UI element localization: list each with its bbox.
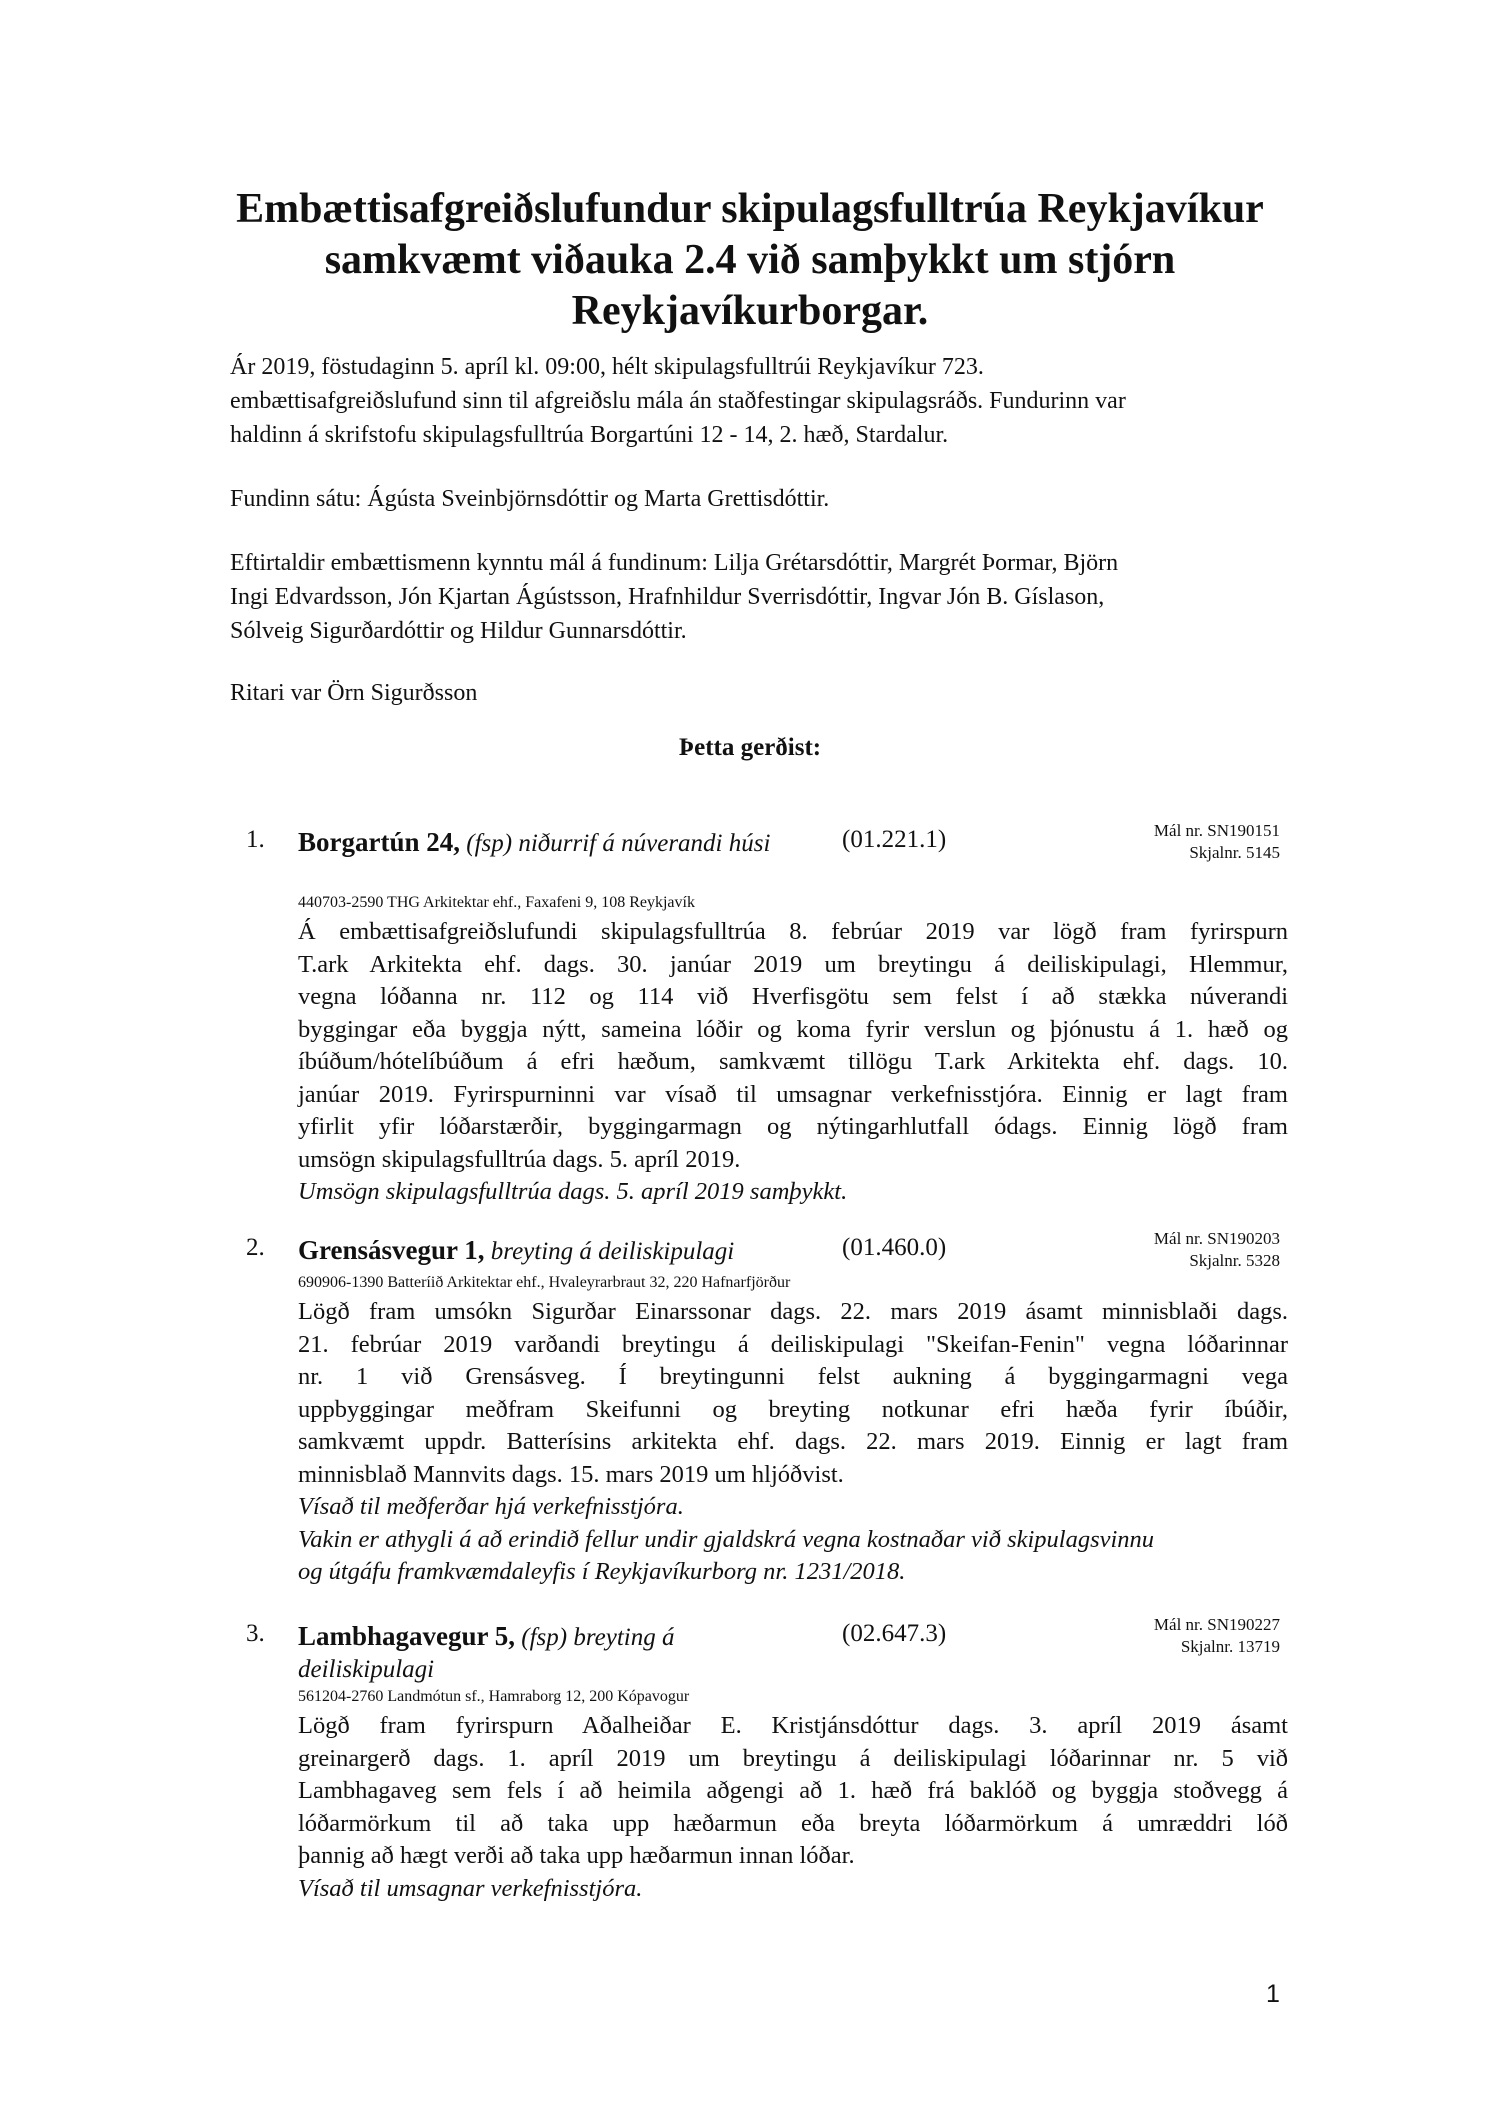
item-subtitle: (fsp) niðurrif á núverandi húsi bbox=[466, 830, 771, 857]
body-line: vegna lóðanna nr. 112 og 114 við Hverfisgötu sem felst í að stækka núverandi bbox=[298, 983, 1288, 1010]
item-number: 3. bbox=[246, 1620, 265, 1647]
body-line: greinargerð dags. 1. apríl 2019 um breytingu á deiliskipulagi lóðarinnar nr. 5 við bbox=[298, 1744, 1288, 1772]
case-number: Mál nr. SN190203 bbox=[1153, 1229, 1280, 1248]
title-line: Embættisafgreiðslufundur skipulagsfulltrúa Reykjavíkur bbox=[236, 186, 1264, 232]
document-title bbox=[200, 184, 1300, 337]
body-line: minnisblað Mannvits dags. 15. mars 2019 um hljóðvist. bbox=[298, 1460, 844, 1488]
attendees-line: Fundinn sátu: Ágústa Sveinbjörnsdóttir og Marta Grettisdóttir. bbox=[230, 486, 830, 512]
document-number: Skjalnr. 5145 bbox=[1189, 843, 1280, 862]
decision-line: Umsögn skipulagsfulltrúa dags. 5. apríl 2019 samþykkt. bbox=[298, 1178, 848, 1205]
item-land-code: (02.647.3) bbox=[842, 1620, 947, 1647]
body-line: nr. 1 við Grensásveg. Í breytingunni felst aukning á byggingarmagni vega bbox=[298, 1363, 1288, 1390]
body-line: lóðarmörkum til að taka upp hæðarmun eða breyta lóðarmörkum á umræddri lóð bbox=[298, 1809, 1288, 1837]
item-heading bbox=[298, 1620, 798, 1686]
case-number: Mál nr. SN190151 bbox=[1153, 821, 1280, 840]
item-title: Lambhagavegur 5, bbox=[298, 1621, 516, 1651]
body-line: umsögn skipulagsfulltrúa dags. 5. apríl 2019. bbox=[298, 1145, 741, 1173]
body-line: íbúðum/hótelíbúðum á efri hæðum, samkvæmt tillögu T.ark Arkitekta ehf. dags. 10. bbox=[298, 1048, 1288, 1075]
document-number: Skjalnr. 13719 bbox=[1180, 1637, 1280, 1656]
attendees-paragraph bbox=[230, 482, 1290, 516]
secretary-paragraph bbox=[230, 676, 1290, 710]
body-line: samkvæmt uppdr. Batterísins arkitekta ehf. dags. 22. mars 2019. Einnig er lagt fram bbox=[298, 1428, 1288, 1455]
document-number: Skjalnr. 5328 bbox=[1189, 1251, 1280, 1270]
item-subtitle: breyting á deiliskipulagi bbox=[490, 1238, 735, 1265]
intro-paragraph bbox=[230, 350, 1290, 452]
item-land-code: (01.460.0) bbox=[842, 1234, 947, 1261]
body-line: byggingar eða byggja nýtt, sameina lóðir og koma fyrir verslun og þjónustu á 1. hæð og bbox=[298, 1015, 1288, 1043]
item-references bbox=[1154, 820, 1280, 864]
item-applicant: 690906-1390 Batteríið Arkitektar ehf., Hvaleyrarbraut 32, 220 Hafnarfjörður bbox=[298, 1274, 791, 1291]
item-title: Grensásvegur 1, bbox=[298, 1235, 485, 1265]
item-body bbox=[298, 916, 1288, 1209]
item-references bbox=[1154, 1228, 1280, 1272]
section-heading: Þetta gerðist: bbox=[678, 734, 822, 761]
decision-line: Vakin er athygli á að erindið fellur undir gjaldskrá vegna kostnaðar við skipulagsvinnu bbox=[298, 1525, 1155, 1553]
secretary-line: Ritari var Örn Sigurðsson bbox=[230, 680, 478, 706]
item-applicant: 440703-2590 THG Arkitektar ehf., Faxafeni 9, 108 Reykjavík bbox=[298, 894, 695, 911]
body-line: T.ark Arkitekta ehf. dags. 30. janúar 2019 um breytingu á deiliskipulagi, Hlemmur, bbox=[298, 950, 1288, 978]
body-line: Lögð fram fyrirspurn Aðalheiðar E. Kristjánsdóttur dags. 3. apríl 2019 ásamt bbox=[298, 1712, 1288, 1739]
title-line: samkvæmt viðauka 2.4 við samþykkt um stjórn bbox=[324, 237, 1176, 283]
item-references bbox=[1154, 1614, 1280, 1658]
item-land-code: (01.221.1) bbox=[842, 826, 947, 853]
body-line: janúar 2019. Fyrirspurninni var vísað til umsagnar verkefnisstjóra. Einnig er lagt fram bbox=[298, 1080, 1288, 1108]
officials-line: Eftirtaldir embættismenn kynntu mál á fundinum: Lilja Grétarsdóttir, Margrét Þormar, Björn bbox=[230, 550, 1119, 576]
item-number: 2. bbox=[246, 1234, 265, 1261]
body-line: 21. febrúar 2019 varðandi breytingu á deiliskipulagi "Skeifan-Fenin" vegna lóðarinnar bbox=[298, 1330, 1288, 1358]
item-applicant: 561204-2760 Landmótun sf., Hamraborg 12, 200 Kópavogur bbox=[298, 1688, 690, 1705]
item-number: 1. bbox=[246, 826, 265, 853]
intro-line: haldinn á skrifstofu skipulagsfulltrúa Borgartúni 12 - 14, 2. hæð, Stardalur. bbox=[230, 422, 949, 448]
decision-line: og útgáfu framkvæmdaleyfis í Reykjavíkurborg nr. 1231/2018. bbox=[298, 1558, 906, 1585]
intro-line: Ár 2019, föstudaginn 5. apríl kl. 09:00, hélt skipulagsfulltrúi Reykjavíkur 723. bbox=[230, 354, 984, 380]
body-line: Á embættisafgreiðslufundi skipulagsfulltrúa 8. febrúar 2019 var lögð fram fyrirspurn bbox=[298, 918, 1288, 945]
case-number: Mál nr. SN190227 bbox=[1153, 1615, 1280, 1634]
officials-line: Sólveig Sigurðardóttir og Hildur Gunnarsdóttir. bbox=[230, 618, 687, 644]
decision-line: Vísað til meðferðar hjá verkefnisstjóra. bbox=[298, 1493, 684, 1520]
item-heading bbox=[298, 826, 798, 860]
page-number: 1 bbox=[1266, 1980, 1280, 2008]
body-line: uppbyggingar meðfram Skeifunni og breyting notkunar efri hæða fyrir íbúðir, bbox=[298, 1395, 1288, 1423]
body-line: Lögð fram umsókn Sigurðar Einarssonar dags. 22. mars 2019 ásamt minnisblaði dags. bbox=[298, 1298, 1288, 1325]
item-heading bbox=[298, 1234, 798, 1268]
decision-line: Vísað til umsagnar verkefnisstjóra. bbox=[298, 1874, 643, 1902]
officials-paragraph bbox=[230, 546, 1290, 648]
body-line: Lambhagaveg sem fels í að heimila aðgengi að 1. hæð frá baklóð og byggja stoðvegg á bbox=[298, 1777, 1288, 1804]
body-line: þannig að hægt verði að taka upp hæðarmun innan lóðar. bbox=[298, 1842, 855, 1869]
title-line: Reykjavíkurborgar. bbox=[571, 288, 929, 334]
intro-line: embættisafgreiðslufund sinn til afgreiðslu mála án staðfestingar skipulagsráðs. Fundurinn var bbox=[230, 388, 1126, 414]
item-body bbox=[298, 1296, 1288, 1589]
officials-line: Ingi Edvardsson, Jón Kjartan Ágústsson, Hrafnhildur Sverrisdóttir, Ingvar Jón B. Gíslason, bbox=[230, 584, 1105, 610]
item-body bbox=[298, 1710, 1288, 1905]
item-title: Borgartún 24, bbox=[298, 827, 460, 857]
item-subtitle: (fsp) breyting á deiliskipulagi bbox=[298, 1624, 675, 1683]
body-line: yfirlit yfir lóðarstærðir, byggingarmagn og nýtingarhlutfall ódags. Einnig lögð fram bbox=[298, 1113, 1288, 1140]
